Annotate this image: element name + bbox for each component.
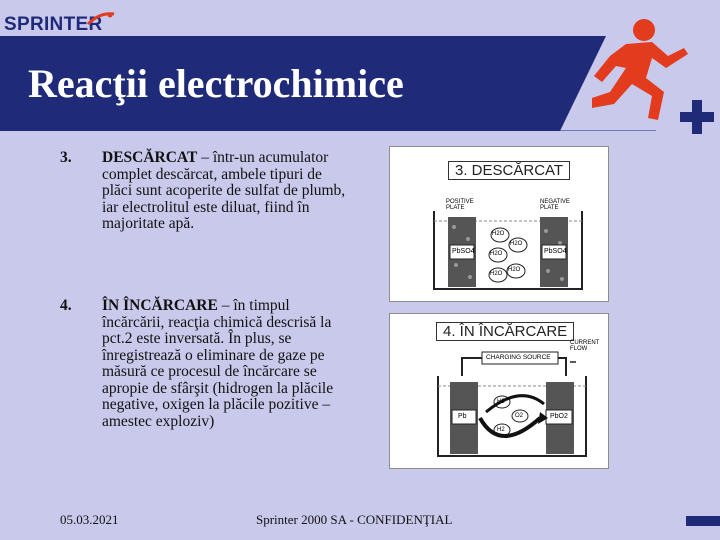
molecule-label: H2O bbox=[492, 231, 505, 237]
footer-accent-bar bbox=[686, 516, 720, 526]
molecule-label: H2 bbox=[497, 427, 505, 433]
item-body: – într-un acumulator complet descărcat, ambele tipuri de plăci sunt acoperite de sulfat de plumb, iar electrolitul este diluat, fiind în majoritate apă. bbox=[102, 149, 346, 232]
plus-icon bbox=[680, 100, 714, 134]
molecule-label: H2O bbox=[510, 241, 523, 247]
molecule-label: H2O bbox=[490, 251, 503, 257]
footer-confidential: Sprinter 2000 SA - CONFIDENŢIAL bbox=[256, 512, 453, 527]
plate-label-right: PbO2 bbox=[550, 413, 568, 420]
current-flow-label: CURRENT FLOW bbox=[570, 340, 600, 352]
charging-diagram bbox=[389, 313, 609, 469]
item-heading: ÎN ÎNCĂRCARE bbox=[102, 297, 218, 314]
footer-date: 05.03.2021 bbox=[60, 512, 119, 527]
figure-title: 3. DESCĂRCAT bbox=[448, 161, 570, 180]
logo-swoosh-icon bbox=[86, 10, 116, 28]
slide-title: Reacţii electrochimice bbox=[28, 61, 404, 106]
molecule-label: H2 bbox=[497, 399, 505, 405]
runner-icon bbox=[552, 8, 692, 130]
charging-source-label: CHARGING SOURCE bbox=[486, 354, 551, 361]
item-text bbox=[102, 298, 352, 430]
item-number: 4. bbox=[60, 297, 72, 314]
plate-label-right: PbSO4 bbox=[544, 248, 567, 255]
plate-label-left: PbSO4 bbox=[452, 248, 475, 255]
discharged-diagram bbox=[389, 146, 609, 302]
item-heading: DESCĂRCAT bbox=[102, 149, 198, 166]
molecule-label: H2O bbox=[490, 271, 503, 277]
item-number: 3. bbox=[60, 149, 72, 166]
sprinter-logo bbox=[2, 6, 112, 38]
battery-discharged-illustration bbox=[390, 147, 608, 301]
item-text bbox=[102, 150, 352, 233]
figure-title: 4. ÎN ÎNCĂRCARE bbox=[436, 322, 574, 341]
molecule-label: O2 bbox=[515, 413, 524, 419]
negative-plate-label: NEGATIVE PLATE bbox=[540, 199, 570, 211]
item-body: – în timpul încărcării, reacţia chimică descrisă la pct.2 este inversată. În plus, se înregistrează o eliminare de gaze pe măsură ce procesul de încărcare se apropie de sfârşit (hidrogen la plăcile negative, oxigen la plăcile pozitive – amestec exploziv) bbox=[102, 297, 334, 430]
plate-label-left: Pb bbox=[458, 413, 467, 420]
positive-plate-label: POSITIVE PLATE bbox=[446, 199, 474, 211]
logo-brand: SPRINTER bbox=[4, 14, 103, 35]
molecule-label: H2O bbox=[508, 267, 521, 273]
battery-charging-illustration bbox=[390, 314, 608, 468]
